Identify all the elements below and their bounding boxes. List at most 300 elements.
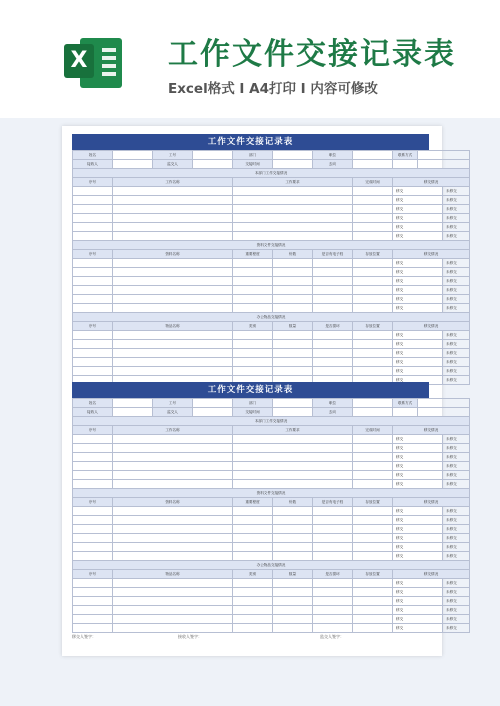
data-cell[interactable] (113, 597, 233, 606)
handed-checkbox[interactable]: 移交 (393, 543, 443, 552)
data-cell[interactable] (273, 507, 313, 516)
data-cell[interactable] (73, 349, 113, 358)
info-value-field[interactable] (353, 399, 393, 408)
data-cell[interactable] (233, 349, 273, 358)
data-cell[interactable] (113, 471, 233, 480)
handed-checkbox[interactable]: 移交 (393, 453, 443, 462)
not-handed-checkbox[interactable]: 未移交 (443, 606, 470, 615)
data-cell[interactable] (113, 196, 233, 205)
handed-checkbox[interactable]: 移交 (393, 259, 443, 268)
data-cell[interactable] (273, 543, 313, 552)
data-cell[interactable] (313, 543, 353, 552)
data-cell[interactable] (113, 340, 233, 349)
data-cell[interactable] (233, 444, 353, 453)
data-cell[interactable] (353, 214, 393, 223)
data-cell[interactable] (353, 340, 393, 349)
info-row (73, 151, 470, 160)
data-cell[interactable] (113, 268, 233, 277)
data-cell[interactable] (353, 187, 393, 196)
not-handed-checkbox[interactable]: 未移交 (443, 444, 470, 453)
data-cell[interactable] (313, 552, 353, 561)
data-cell[interactable] (353, 543, 393, 552)
data-cell[interactable] (353, 277, 393, 286)
not-handed-checkbox[interactable]: 未移交 (443, 480, 470, 489)
data-cell[interactable] (313, 259, 353, 268)
data-cell[interactable] (313, 331, 353, 340)
handed-checkbox[interactable]: 移交 (393, 268, 443, 277)
not-handed-checkbox[interactable]: 未移交 (443, 259, 470, 268)
info-label: 交接时间 (233, 408, 273, 417)
data-cell[interactable] (113, 214, 233, 223)
column-header: 是否损坏 (313, 570, 353, 579)
handed-checkbox[interactable]: 移交 (393, 507, 443, 516)
data-cell[interactable] (353, 597, 393, 606)
data-cell[interactable] (313, 525, 353, 534)
data-cell[interactable] (233, 516, 273, 525)
data-cell[interactable] (273, 516, 313, 525)
data-cell[interactable] (73, 462, 113, 471)
data-cell[interactable] (353, 615, 393, 624)
info-value-field[interactable] (273, 399, 313, 408)
handed-checkbox[interactable]: 移交 (393, 525, 443, 534)
data-cell[interactable] (233, 534, 273, 543)
data-cell[interactable] (273, 304, 313, 313)
info-label: 联系方式 (393, 399, 418, 408)
data-cell[interactable] (113, 349, 233, 358)
info-value-field[interactable] (418, 151, 470, 160)
data-cell[interactable] (353, 295, 393, 304)
not-handed-checkbox[interactable]: 未移交 (443, 462, 470, 471)
handed-checkbox[interactable]: 移交 (393, 331, 443, 340)
handed-checkbox[interactable]: 移交 (393, 196, 443, 205)
column-header: 存放位置 (353, 498, 393, 507)
data-cell[interactable] (233, 340, 273, 349)
not-handed-checkbox[interactable]: 未移交 (443, 358, 470, 367)
data-cell[interactable] (113, 295, 233, 304)
data-cell[interactable] (113, 462, 233, 471)
data-cell[interactable] (353, 444, 393, 453)
data-cell[interactable] (73, 480, 113, 489)
data-cell[interactable] (113, 480, 233, 489)
handed-checkbox[interactable]: 移交 (393, 624, 443, 633)
data-cell[interactable] (353, 516, 393, 525)
data-cell[interactable] (233, 453, 353, 462)
not-handed-checkbox[interactable]: 未移交 (443, 367, 470, 376)
data-cell[interactable] (233, 223, 353, 232)
data-cell[interactable] (273, 286, 313, 295)
data-cell[interactable] (113, 552, 233, 561)
not-handed-checkbox[interactable]: 未移交 (443, 196, 470, 205)
data-cell[interactable] (273, 525, 313, 534)
data-cell[interactable] (273, 597, 313, 606)
data-cell[interactable] (233, 367, 273, 376)
table-row (73, 453, 470, 462)
handed-checkbox[interactable]: 移交 (393, 534, 443, 543)
info-label: 职位 (313, 399, 353, 408)
data-cell[interactable] (353, 259, 393, 268)
data-cell[interactable] (313, 349, 353, 358)
not-handed-checkbox[interactable]: 未移交 (443, 552, 470, 561)
data-cell[interactable] (353, 232, 393, 241)
data-cell[interactable] (233, 205, 353, 214)
table-row (73, 214, 470, 223)
data-cell[interactable] (353, 304, 393, 313)
handed-checkbox[interactable]: 移交 (393, 480, 443, 489)
data-cell[interactable] (353, 525, 393, 534)
data-cell[interactable] (73, 367, 113, 376)
table-row (73, 358, 470, 367)
not-handed-checkbox[interactable]: 未移交 (443, 507, 470, 516)
data-cell[interactable] (313, 340, 353, 349)
not-handed-checkbox[interactable]: 未移交 (443, 286, 470, 295)
data-cell[interactable] (113, 232, 233, 241)
data-cell[interactable] (233, 358, 273, 367)
handed-checkbox[interactable]: 移交 (393, 349, 443, 358)
data-cell[interactable] (113, 367, 233, 376)
not-handed-checkbox[interactable]: 未移交 (443, 304, 470, 313)
data-cell[interactable] (73, 259, 113, 268)
not-handed-checkbox[interactable]: 未移交 (443, 597, 470, 606)
not-handed-checkbox[interactable]: 未移交 (443, 340, 470, 349)
table-row (73, 286, 470, 295)
info-label: 去向 (313, 160, 353, 169)
data-cell[interactable] (273, 358, 313, 367)
data-cell[interactable] (273, 534, 313, 543)
data-cell[interactable] (313, 597, 353, 606)
column-header: 资料名称 (113, 498, 233, 507)
table-row (73, 349, 470, 358)
data-cell[interactable] (73, 543, 113, 552)
data-cell[interactable] (233, 259, 273, 268)
column-header: 存放位置 (353, 322, 393, 331)
data-cell[interactable] (233, 214, 353, 223)
info-value-field[interactable] (113, 151, 153, 160)
data-cell[interactable] (113, 516, 233, 525)
not-handed-checkbox[interactable]: 未移交 (443, 624, 470, 633)
not-handed-checkbox[interactable]: 未移交 (443, 214, 470, 223)
data-cell[interactable] (353, 507, 393, 516)
data-cell[interactable] (273, 340, 313, 349)
data-cell[interactable] (73, 435, 113, 444)
handed-checkbox[interactable]: 移交 (393, 516, 443, 525)
data-cell[interactable] (313, 579, 353, 588)
handed-checkbox[interactable]: 移交 (393, 232, 443, 241)
data-cell[interactable] (353, 453, 393, 462)
data-cell[interactable] (233, 579, 273, 588)
handed-checkbox[interactable]: 移交 (393, 295, 443, 304)
data-cell[interactable] (73, 552, 113, 561)
not-handed-checkbox[interactable]: 未移交 (443, 349, 470, 358)
data-cell[interactable] (73, 516, 113, 525)
handed-checkbox[interactable]: 移交 (393, 552, 443, 561)
data-cell[interactable] (233, 286, 273, 295)
data-cell[interactable] (273, 277, 313, 286)
not-handed-checkbox[interactable]: 未移交 (443, 525, 470, 534)
data-cell[interactable] (313, 606, 353, 615)
data-cell[interactable] (73, 358, 113, 367)
data-cell[interactable] (313, 507, 353, 516)
data-cell[interactable] (113, 444, 233, 453)
data-cell[interactable] (73, 205, 113, 214)
data-cell[interactable] (73, 295, 113, 304)
data-cell[interactable] (113, 453, 233, 462)
data-cell[interactable] (233, 525, 273, 534)
data-cell[interactable] (313, 295, 353, 304)
handed-checkbox[interactable]: 移交 (393, 435, 443, 444)
data-cell[interactable] (73, 304, 113, 313)
column-header: 工作要求 (233, 426, 353, 435)
data-cell[interactable] (233, 331, 273, 340)
data-cell[interactable] (273, 367, 313, 376)
not-handed-checkbox[interactable]: 未移交 (443, 615, 470, 624)
data-cell[interactable] (233, 295, 273, 304)
data-cell[interactable] (313, 268, 353, 277)
data-cell[interactable] (73, 525, 113, 534)
data-cell[interactable] (313, 588, 353, 597)
info-value-field[interactable] (393, 408, 418, 417)
data-cell[interactable] (233, 196, 353, 205)
info-value-field[interactable] (353, 160, 393, 169)
data-cell[interactable] (353, 205, 393, 214)
data-cell[interactable] (233, 588, 273, 597)
data-cell[interactable] (73, 268, 113, 277)
data-cell[interactable] (273, 259, 313, 268)
info-value-field[interactable] (113, 160, 153, 169)
data-cell[interactable] (73, 453, 113, 462)
data-cell[interactable] (73, 507, 113, 516)
data-cell[interactable] (113, 331, 233, 340)
data-cell[interactable] (113, 187, 233, 196)
data-cell[interactable] (273, 552, 313, 561)
data-cell[interactable] (233, 268, 273, 277)
data-cell[interactable] (73, 588, 113, 597)
not-handed-checkbox[interactable]: 未移交 (443, 534, 470, 543)
data-cell[interactable] (233, 471, 353, 480)
not-handed-checkbox[interactable]: 未移交 (443, 205, 470, 214)
data-cell[interactable] (273, 615, 313, 624)
data-cell[interactable] (233, 435, 353, 444)
handed-checkbox[interactable]: 移交 (393, 471, 443, 480)
data-cell[interactable] (73, 214, 113, 223)
data-cell[interactable] (73, 444, 113, 453)
handed-checkbox[interactable]: 移交 (393, 462, 443, 471)
handed-checkbox[interactable]: 移交 (393, 223, 443, 232)
handed-checkbox[interactable]: 移交 (393, 606, 443, 615)
data-cell[interactable] (273, 331, 313, 340)
data-cell[interactable] (233, 304, 273, 313)
not-handed-checkbox[interactable]: 未移交 (443, 277, 470, 286)
info-value-field[interactable] (113, 408, 153, 417)
data-cell[interactable] (73, 597, 113, 606)
data-cell[interactable] (113, 358, 233, 367)
data-cell[interactable] (233, 480, 353, 489)
column-header: 是否损坏 (313, 322, 353, 331)
not-handed-checkbox[interactable]: 未移交 (443, 268, 470, 277)
not-handed-checkbox[interactable]: 未移交 (443, 543, 470, 552)
not-handed-checkbox[interactable]: 未移交 (443, 579, 470, 588)
data-cell[interactable] (353, 588, 393, 597)
data-cell[interactable] (353, 480, 393, 489)
info-value-field[interactable] (418, 160, 470, 169)
not-handed-checkbox[interactable]: 未移交 (443, 516, 470, 525)
data-cell[interactable] (233, 232, 353, 241)
table-row (73, 525, 470, 534)
data-cell[interactable] (233, 615, 273, 624)
data-cell[interactable] (273, 349, 313, 358)
data-cell[interactable] (353, 358, 393, 367)
info-value-field[interactable] (193, 408, 233, 417)
data-cell[interactable] (113, 543, 233, 552)
data-cell[interactable] (233, 277, 273, 286)
data-cell[interactable] (73, 286, 113, 295)
data-cell[interactable] (113, 223, 233, 232)
handed-checkbox[interactable]: 移交 (393, 615, 443, 624)
data-cell[interactable] (353, 606, 393, 615)
data-cell[interactable] (73, 615, 113, 624)
handed-checkbox[interactable]: 移交 (393, 214, 443, 223)
info-value-field[interactable] (353, 151, 393, 160)
info-value-field[interactable] (273, 151, 313, 160)
data-cell[interactable] (73, 534, 113, 543)
data-cell[interactable] (313, 277, 353, 286)
data-cell[interactable] (73, 331, 113, 340)
not-handed-checkbox[interactable]: 未移交 (443, 453, 470, 462)
info-value-field[interactable] (273, 160, 313, 169)
data-cell[interactable] (113, 525, 233, 534)
data-cell[interactable] (113, 205, 233, 214)
data-cell[interactable] (353, 579, 393, 588)
not-handed-checkbox[interactable]: 未移交 (443, 295, 470, 304)
handed-checkbox[interactable]: 移交 (393, 597, 443, 606)
info-value-field[interactable] (113, 399, 153, 408)
info-value-field[interactable] (193, 160, 233, 169)
data-cell[interactable] (73, 232, 113, 241)
info-label: 工号 (153, 399, 193, 408)
data-cell[interactable] (353, 552, 393, 561)
not-handed-checkbox[interactable]: 未移交 (443, 376, 470, 385)
info-value-field[interactable] (418, 399, 470, 408)
data-cell[interactable] (353, 286, 393, 295)
data-cell[interactable] (113, 435, 233, 444)
data-cell[interactable] (273, 268, 313, 277)
data-cell[interactable] (113, 534, 233, 543)
data-cell[interactable] (233, 597, 273, 606)
data-cell[interactable] (353, 223, 393, 232)
data-cell[interactable] (233, 462, 353, 471)
not-handed-checkbox[interactable]: 未移交 (443, 435, 470, 444)
data-cell[interactable] (353, 268, 393, 277)
data-cell[interactable] (113, 507, 233, 516)
data-cell[interactable] (113, 286, 233, 295)
handed-checkbox[interactable]: 移交 (393, 187, 443, 196)
info-value-field[interactable] (273, 408, 313, 417)
data-cell[interactable] (353, 196, 393, 205)
handed-checkbox[interactable]: 移交 (393, 376, 443, 385)
not-handed-checkbox[interactable]: 未移交 (443, 331, 470, 340)
table-row (73, 543, 470, 552)
data-cell[interactable] (353, 462, 393, 471)
data-cell[interactable] (73, 187, 113, 196)
data-cell[interactable] (273, 295, 313, 304)
handed-checkbox[interactable]: 移交 (393, 340, 443, 349)
handed-checkbox[interactable]: 移交 (393, 304, 443, 313)
data-cell[interactable] (313, 304, 353, 313)
data-cell[interactable] (313, 367, 353, 376)
not-handed-checkbox[interactable]: 未移交 (443, 471, 470, 480)
data-cell[interactable] (233, 606, 273, 615)
data-cell[interactable] (233, 552, 273, 561)
handed-checkbox[interactable]: 移交 (393, 205, 443, 214)
data-cell[interactable] (233, 543, 273, 552)
column-header: 移交情况 (393, 322, 470, 331)
data-cell[interactable] (73, 196, 113, 205)
data-cell[interactable] (353, 471, 393, 480)
data-cell[interactable] (313, 358, 353, 367)
table-row (73, 304, 470, 313)
data-cell[interactable] (73, 340, 113, 349)
not-handed-checkbox[interactable]: 未移交 (443, 588, 470, 597)
data-cell[interactable] (113, 615, 233, 624)
data-cell[interactable] (233, 187, 353, 196)
data-cell[interactable] (353, 349, 393, 358)
handed-checkbox[interactable]: 移交 (393, 579, 443, 588)
not-handed-checkbox[interactable]: 未移交 (443, 187, 470, 196)
data-cell[interactable] (273, 579, 313, 588)
handed-checkbox[interactable]: 移交 (393, 588, 443, 597)
data-cell[interactable] (113, 579, 233, 588)
handed-checkbox[interactable]: 移交 (393, 367, 443, 376)
section-title: 本部门工作交接情况 (73, 169, 470, 178)
handed-checkbox[interactable]: 移交 (393, 444, 443, 453)
data-cell[interactable] (73, 606, 113, 615)
data-cell[interactable] (313, 286, 353, 295)
handed-checkbox[interactable]: 移交 (393, 358, 443, 367)
info-value-field[interactable] (353, 408, 393, 417)
info-value-field[interactable] (193, 151, 233, 160)
data-cell[interactable] (353, 534, 393, 543)
page-header (0, 0, 500, 118)
data-cell[interactable] (313, 615, 353, 624)
data-cell[interactable] (273, 606, 313, 615)
table-row (73, 462, 470, 471)
info-value-field[interactable] (418, 408, 470, 417)
data-cell[interactable] (113, 588, 233, 597)
info-value-field[interactable] (393, 160, 418, 169)
data-cell[interactable] (313, 516, 353, 525)
data-cell[interactable] (113, 259, 233, 268)
column-header: 移交情况 (393, 426, 470, 435)
data-cell[interactable] (73, 277, 113, 286)
data-cell[interactable] (233, 507, 273, 516)
data-cell[interactable] (113, 304, 233, 313)
handed-checkbox[interactable]: 移交 (393, 286, 443, 295)
data-cell[interactable] (73, 223, 113, 232)
info-value-field[interactable] (193, 399, 233, 408)
handed-checkbox[interactable]: 移交 (393, 277, 443, 286)
data-cell[interactable] (113, 606, 233, 615)
data-cell[interactable] (113, 277, 233, 286)
data-cell[interactable] (313, 534, 353, 543)
data-cell[interactable] (73, 471, 113, 480)
not-handed-checkbox[interactable]: 未移交 (443, 223, 470, 232)
not-handed-checkbox[interactable]: 未移交 (443, 232, 470, 241)
data-cell[interactable] (353, 331, 393, 340)
data-cell[interactable] (353, 435, 393, 444)
data-cell[interactable] (353, 367, 393, 376)
data-cell[interactable] (273, 588, 313, 597)
table-row (73, 205, 470, 214)
data-cell[interactable] (73, 579, 113, 588)
